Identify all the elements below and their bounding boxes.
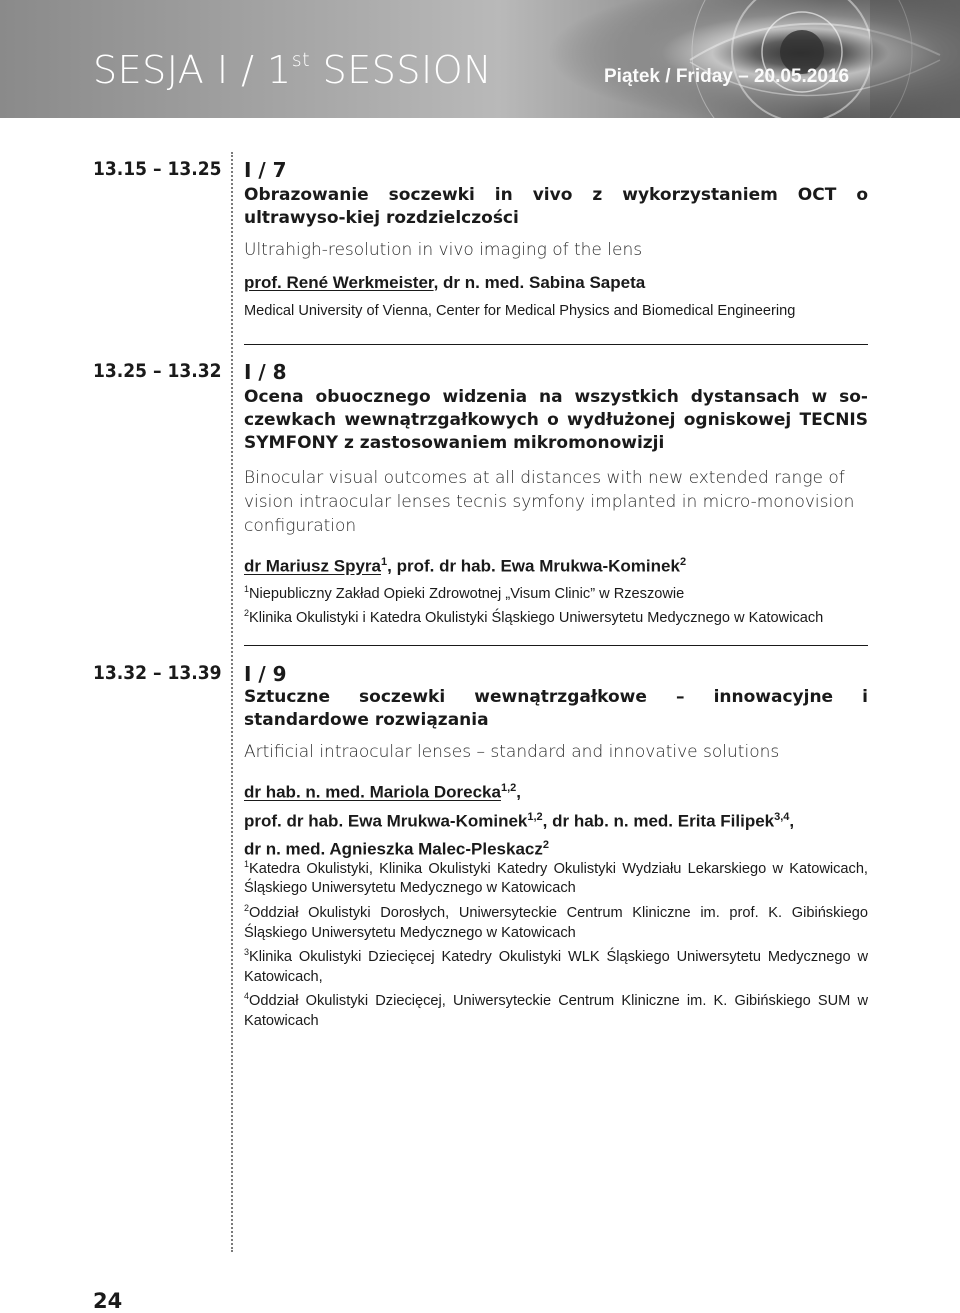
talk-title-polish: Ocena obuocznego widzenia na wszystkich dystansach w so-czewkach wewnątrzgałkowych o wydłużonej ogniskowej TECNIS SYMFONY z zastosowaniem mikromonowizji xyxy=(244,387,868,453)
talk-title-english: Ultrahigh-resolution in vivo imaging of the lens xyxy=(244,240,643,260)
talk-authors: prof. René Werkmeister, dr n. med. Sabina Sapeta xyxy=(244,273,646,292)
author-line: dr hab. n. med. Mariola Dorecka$^{1,2}$, xyxy=(244,782,521,802)
affiliation-line: $^3$Klinika Okulistyki Dziecięcej Katedry Okulistyki WLK Śląskiego Uniwersytetu Medycznego w Katowicach, xyxy=(244,947,868,985)
talk-code: I / 9 xyxy=(244,662,287,686)
talk-affiliations xyxy=(244,855,868,1031)
eye-graphic-icon xyxy=(540,0,960,118)
talk-code: I / 7 xyxy=(244,158,287,182)
talk-time: 13.15 – 13.25 xyxy=(93,158,222,180)
page-number: 24 xyxy=(93,1289,123,1313)
section-divider xyxy=(244,645,868,646)
talk-title-english: Binocular visual outcomes at all distances with new extended range of vision intraocular lenses tecnis symfony implanted in micro-monovision configuration xyxy=(244,468,855,536)
affiliation-line: $^1$Katedra Okulistyki, Klinika Okulistyki Katedry Okulistyki Wydziału Lekarskiego w Katowicach, Śląskiego Uniwersytetu Medycznego w Katowicach xyxy=(244,859,868,897)
affiliation-line: $^1$Niepubliczny Zakład Opieki Zdrowotnej „Visum Clinic” w Rzeszowie xyxy=(244,584,685,602)
session-header-banner xyxy=(0,0,960,118)
talk-code: I / 8 xyxy=(244,360,287,384)
talk-affiliations xyxy=(244,580,868,629)
talk-affiliation: Medical University of Vienna, Center for Medical Physics and Biomedical Engineering xyxy=(244,303,796,319)
author-line: dr n. med. Agnieszka Malec-Pleskacz$^2$ xyxy=(244,839,550,859)
author-line: prof. dr hab. Ewa Mrukwa-Kominek$^{1,2}$, dr hab. n. med. Erita Filipek$^{3,4}$, xyxy=(244,810,795,831)
talk-title-polish: Sztuczne soczewki wewnątrzgałkowe – innowacyjne i standardowe rozwiązania xyxy=(244,687,868,730)
talk-title-english: Artificial intraocular lenses – standard and innovative solutions xyxy=(244,742,780,762)
session-date: Piątek / Friday – 20.05.2016 xyxy=(604,66,850,87)
talk-time: 13.25 – 13.32 xyxy=(93,360,222,382)
affiliation-line: $^2$Oddział Okulistyki Dorosłych, Uniwersyteckie Centrum Kliniczne im. prof. K. Gibińskiego Śląskiego Uniwersytetu Medycznego w Katowicach xyxy=(244,903,868,941)
talk-title-polish: Obrazowanie soczewki in vivo z wykorzystaniem OCT o ultrawyso-kiej rozdzielczości xyxy=(244,185,868,228)
section-divider xyxy=(244,344,868,345)
talk-authors: dr Mariusz Spyra$^1$, prof. dr hab. Ewa Mrukwa-Kominek$^2$ xyxy=(244,556,687,576)
talk-authors xyxy=(244,776,868,862)
timeline-divider xyxy=(231,152,233,1252)
affiliation-line: $^4$Oddział Okulistyki Dziecięcej, Uniwersyteckie Centrum Kliniczne im. K. Gibińskiego SUM w Katowicach xyxy=(244,991,868,1029)
session-title: SESJA I / 1st SESSION xyxy=(93,48,493,92)
talk-time: 13.32 – 13.39 xyxy=(93,662,222,684)
affiliation-line: $^2$Klinika Okulistyki i Katedra Okulistyki Śląskiego Uniwersytetu Medycznego w Katowicach xyxy=(244,608,824,627)
